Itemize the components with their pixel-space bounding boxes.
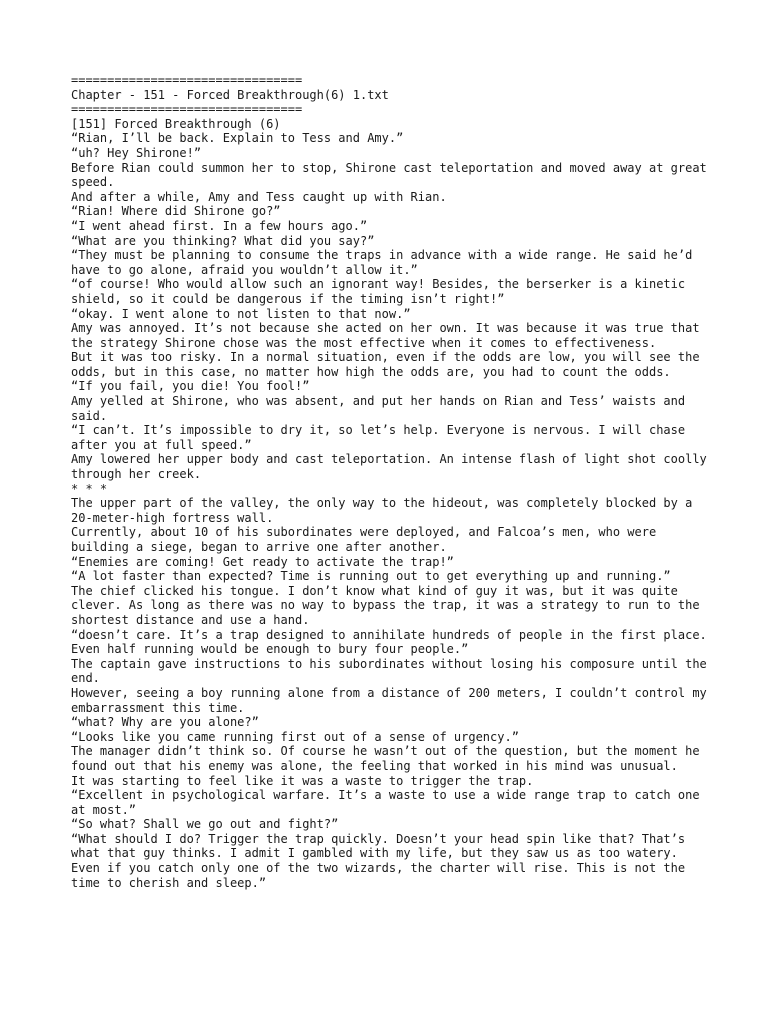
paragraph: “What are you thinking? What did you say?”	[71, 233, 375, 248]
paragraph: Before Rian could summon her to stop, Shirone cast teleportation and moved away at great speed.	[71, 160, 707, 190]
paragraph: However, seeing a boy running alone from a distance of 200 meters, I couldn’t control my embarrassment this time.	[71, 685, 707, 715]
paragraph: “Rian, I’ll be back. Explain to Tess and Amy.”	[71, 131, 404, 146]
paragraph: “I can’t. It’s impossible to dry it, so let’s help. Everyone is nervous. I will chase after you at full speed.”	[71, 423, 686, 452]
file-title: Chapter - 151 - Forced Breakthrough(6) 1.txt	[71, 87, 389, 102]
paragraph: “A lot faster than expected? Time is running out to get everything up and running.”	[71, 569, 671, 584]
paragraph: Amy lowered her upper body and cast teleportation. An intense flash of light shot coolly through her creek.	[71, 452, 707, 482]
paragraph: It was starting to feel like it was a waste to trigger the trap.	[71, 773, 534, 788]
paragraph: The chief clicked his tongue. I don’t know what kind of guy it was, but it was quite clever. As long as there was no way to bypass the trap, it was a strategy to run to the shortest distance and use a hand.	[71, 583, 700, 627]
paragraph: “What should I do? Trigger the trap quickly. Doesn’t your head spin like that? That’s what that guy thinks. I admit I gambled with my life, but they saw us as too watery. Even if you catch only one of the two wizards, the charter will rise. This is not the time to cherish and sleep.”	[71, 831, 686, 890]
separator-line: ================================	[71, 73, 303, 87]
paragraph: “Excellent in psychological warfare. It’s a waste to use a wide range trap to catch one at most.”	[71, 788, 700, 817]
paragraph: “okay. I went alone to not listen to that now.”	[71, 306, 411, 321]
paragraph: “Enemies are coming! Get ready to activate the trap!”	[71, 554, 454, 569]
separator-line: ================================	[71, 102, 303, 117]
paragraph: “of course! Who would allow such an ignorant way! Besides, the berserker is a kinetic shield, so it could be dangerous if the timing isn’t right!”	[71, 277, 686, 306]
paragraph: The manager didn’t think so. Of course he wasn’t out of the question, but the moment he found out that his enemy was alone, the feeling that worked in his mind was unusual.	[71, 744, 700, 773]
scene-break: * * *	[71, 481, 108, 496]
paragraph: “I went ahead first. In a few hours ago.”	[71, 218, 368, 233]
paragraph: “So what? Shall we go out and fight?”	[71, 817, 339, 832]
paragraph: But it was too risky. In a normal situation, even if the odds are low, you will see the odds, but in this case, no matter how high the odds are, you had to count the odds.	[71, 350, 700, 379]
paragraph: The captain gave instructions to his subordinates without losing his composure until the end.	[71, 656, 707, 686]
paragraph: “Rian! Where did Shirone go?”	[71, 204, 281, 219]
paragraph: And after a while, Amy and Tess caught up with Rian.	[71, 189, 447, 204]
document-body	[71, 73, 711, 890]
paragraph: “They must be planning to consume the traps in advance with a wide range. He said he’d have to go alone, afraid you wouldn’t allow it.”	[71, 248, 693, 277]
paragraph: “what? Why are you alone?”	[71, 715, 259, 730]
paragraph: Currently, about 10 of his subordinates were deployed, and Falcoa’s men, who were building a siege, began to arrive one after another.	[71, 525, 657, 554]
paragraph: Amy was annoyed. It’s not because she acted on her own. It was because it was true that the strategy Shirone chose was the most effective when it comes to effectiveness.	[71, 321, 700, 350]
paragraph: “If you fail, you die! You fool!”	[71, 379, 310, 394]
paragraph: “uh? Hey Shirone!”	[71, 145, 202, 160]
paragraph: The upper part of the valley, the only way to the hideout, was completely blocked by a 20-meter-high fortress wall.	[71, 496, 693, 525]
paragraph: Amy yelled at Shirone, who was absent, and put her hands on Rian and Tess’ waists and said.	[71, 394, 686, 423]
paragraph: “doesn’t care. It’s a trap designed to annihilate hundreds of people in the first place. Even half running would be enough to bury four people.”	[71, 627, 707, 657]
paragraph: “Looks like you came running first out of a sense of urgency.”	[71, 729, 519, 744]
chapter-heading: [151] Forced Breakthrough (6)	[71, 116, 281, 131]
